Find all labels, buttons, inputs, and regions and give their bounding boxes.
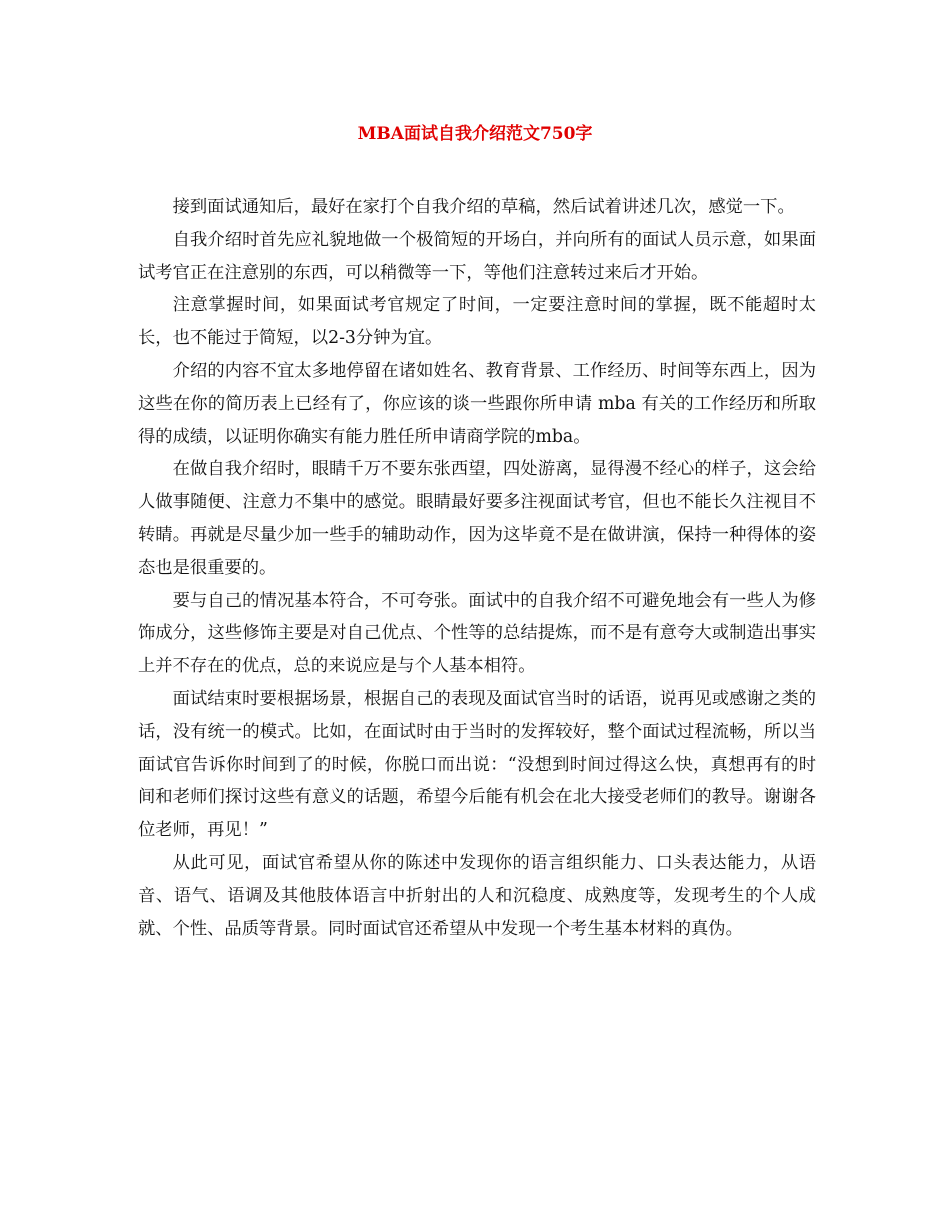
paragraph-4: 介绍的内容不宜太多地停留在诸如姓名、教育背景、工作经历、时间等东西上，因为这些在你的简历表上已经有了，你应该的谈一些跟你所申请 mba 有关的工作经历和所取得的成绩，以证明你确实有能力胜任所申请商学院的mba。 (138, 360, 816, 447)
paragraph-1: 接到面试通知后，最好在家打个自我介绍的草稿，然后试着讲述几次，感觉一下。 (172, 197, 795, 217)
paragraph-7: 面试结束时要根据场景，根据自己的表现及面试官当时的话语，说再见或感谢之类的话，没有统一的模式。比如，在面试时由于当时的发挥较好，整个面试过程流畅，所以当面试官告诉你时间到了的时候，你脱口而出说：“没想到时间过得这么快，真想再有的时间和老师们探讨这些有意义的话题，希望今后能有机会在北大接受老师们的教导。谢谢各位老师，再见！” (138, 688, 816, 841)
paragraph-8: 从此可见，面试官希望从你的陈述中发现你的语言组织能力、口头表达能力，从语音、语气、语调及其他肢体语言中折射出的人和沉稳度、成熟度等，发现考生的个人成就、个性、品质等背景。同时面试官还希望从中发现一个考生基本材料的真伪。 (138, 852, 816, 939)
paragraph-6: 要与自己的情况基本符合，不可夸张。面试中的自我介绍不可避免地会有一些人为修饰成分，这些修饰主要是对自己优点、个性等的总结提炼，而不是有意夸大或制造出事实上并不存在的优点，总的来说应是与个人基本相符。 (138, 590, 816, 677)
document-body (138, 191, 816, 945)
paragraph-2: 自我介绍时首先应礼貌地做一个极简短的开场白，并向所有的面试人员示意，如果面试考官正在注意别的东西，可以稍微等一下，等他们注意转过来后才开始。 (138, 229, 816, 283)
document-title: MBA面试自我介绍范文750字 (357, 124, 593, 144)
paragraph-5: 在做自我介绍时，眼睛千万不要东张西望，四处游离，显得漫不经心的样子，这会给人做事随便、注意力不集中的感觉。眼睛最好要多注视面试考官，但也不能长久注视目不转睛。再就是尽量少加一些手的辅助动作，因为这毕竟不是在做讲演，保持一种得体的姿态也是很重要的。 (138, 459, 816, 578)
paragraph-3: 注意掌握时间，如果面试考官规定了时间，一定要注意时间的掌握，既不能超时太长，也不能过于简短，以2-3分钟为宜。 (138, 295, 816, 349)
